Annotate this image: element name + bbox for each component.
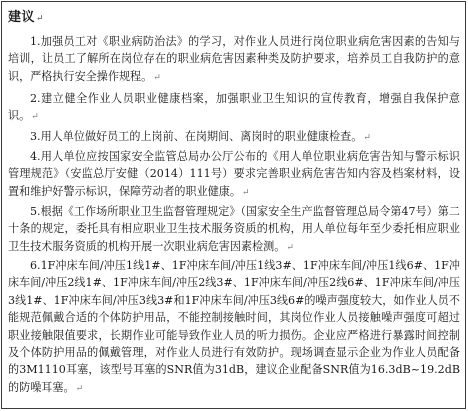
paragraph-1 <box>8 33 460 87</box>
paragraph-2 <box>8 90 460 127</box>
paragraph-6-text: 6.1F冲床车间/冲压1线1#、1F冲床车间/冲压1线3#、1F冲床车间/冲压1线6#、1F冲床车间/冲压2线1#、1F冲床车间/冲压2线3#、1F冲床车间/冲压2线6#、1F冲床车间/冲压3线1#、1F冲床车间/冲压3线3#和1F冲床车间/冲压3线6#的噪声强度较大，如作业人员不能规范佩戴合适的个体防护用品，不能控制接触时间，其岗位作业人员接触噪声强度可超过职业接触限值要求，长期作业可能导致作业人员的听力损伤。企业应严格进行暴露时间控制及个体防护用品的佩戴管理，对作业人员进行有效防护。现场调查显示企业为作业人员配备的3M1110耳塞，该型号耳塞的SNR值为31dB，建议企业配备SNR值为16.3dB~19.2dB的防噪耳塞。 <box>8 259 460 394</box>
paragraph-4-text: 4.用人单位应按国家安全监管总局办公厅公布的《用人单位职业病危害告知与警示标识管理规范》（安监总厅安健（2014）111号）要求完善职业病危害告知内容及档案材料，设置和维护好警示标识，保障劳动者的职业健康。 <box>8 150 460 198</box>
paragraph-mark-icon: ↵ <box>241 187 250 198</box>
document-frame <box>1 1 466 409</box>
paragraph-mark-icon: ↵ <box>31 112 39 123</box>
paragraph-2-text: 2.建立健全作业人员职业健康档案，加强职业卫生知识的宣传教育，增强自我保护意识。 <box>8 92 460 123</box>
paragraph-4 <box>8 148 460 202</box>
document-title <box>8 10 44 27</box>
paragraph-mark-icon: ↵ <box>75 383 84 394</box>
paragraph-5-text: 5.根据《工作场所职业卫生监督管理规定》（国家安全生产监督管理总局令第47号）第二十条的规定，委托具有相应职业卫生技术服务资质的机构，用人单位每年至少委托相应职业卫生技术服务资质的机构开展一次职业病危害因素检测。 <box>8 205 460 253</box>
paragraph-6 <box>8 257 460 398</box>
paragraph-mark-icon: ↵ <box>363 133 371 143</box>
paragraph-3 <box>8 128 460 147</box>
paragraph-5 <box>8 203 460 257</box>
paragraph-mark-icon: ↵ <box>153 72 161 83</box>
paragraph-3-text: 3.用人单位做好员工的上岗前、在岗期间、离岗时的职业健康检查。 <box>30 130 363 143</box>
paragraph-mark-icon: ↵ <box>36 14 45 24</box>
paragraph-mark-icon: ↵ <box>286 242 294 253</box>
title-text: 建议 <box>8 10 36 25</box>
paragraph-1-text: 1.加强员工对《职业病防治法》的学习，对作业人员进行岗位职业病危害因素的告知与培训，让员工了解所在岗位存在的职业病危害因素种类及防护要求，培养员工自我防护的意识，严格执行安全操作规程。 <box>8 35 460 83</box>
